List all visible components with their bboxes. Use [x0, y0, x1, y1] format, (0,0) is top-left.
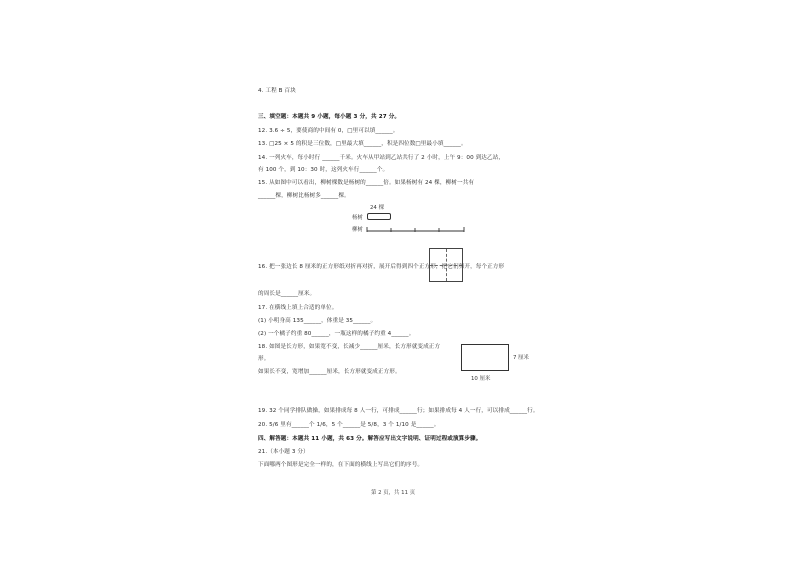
question-17-1: (1) 小明身高 135______，体重是 35______。 [258, 318, 377, 324]
question-21-body: 下面哪两个图形是完全一样的，在下面的横线上写出它们的序号。 [258, 462, 424, 468]
section3-title: 三、填空题：本题共 9 小题，每小题 3 分，共 27 分。 [258, 114, 401, 120]
question-21: 21.（本小题 3 分） [258, 449, 309, 455]
fig15-liushu-bar [366, 224, 466, 234]
fig15-yangshu-bar [367, 213, 391, 220]
question-18-line3: 如果长不变，宽增加______厘米，长方形就变成正方形。 [258, 369, 401, 375]
fig15-row2-label: 柳树 [352, 227, 363, 233]
section4-title: 四、解答题：本题共 11 小题，共 63 分。解答应写出文字说明、证明过程或演算步骤。 [258, 436, 482, 442]
page-footer: 第 2 页，共 11 页 [371, 490, 416, 496]
fig15-row1-label: 杨树 [352, 215, 363, 221]
question-14-line1: 14. 一列火车，每小时行 ______千米。火车从甲站到乙站共行了 2 小时，上午 9：00 到达乙站， [258, 155, 505, 161]
question-15-line1: 15. 从如图中可以看出，柳树棵数是杨树的______倍。如果杨树有 24 棵，柳树一共有 [258, 180, 475, 186]
question-18-line1: 18. 如图是长方形，如果宽不变，长减少______厘米，长方形就变成正方 [258, 344, 441, 350]
question-17-2: (2) 一个橘子约重 80______，一瓶这样的橘子约重 4______。 [258, 331, 415, 337]
question-19: 19. 32 个同学排队做操，如果排成每 8 人一行，可排成______行；如果排成每 4 人一行，可以排成______行。 [258, 408, 539, 414]
question-15-line2: ______棵，柳树比杨树多______棵。 [258, 193, 350, 199]
question-14-line2: 有 100 个，到 10：30 时，这列火车行______个。 [258, 167, 389, 173]
question-20: 20. 5/6 里有______个 1/6，5 个______是 5/8，3 个 1/10 是______。 [258, 422, 440, 428]
fig16-fold-horizontal [430, 265, 462, 266]
question-18-line2: 形。 [258, 356, 270, 362]
question-12: 12. 3.6 ÷ 5，要使商的中间有 0，□里可以填______。 [258, 128, 399, 134]
question-16-line1: 16. 把一张边长 8 厘米的正方形纸对折再对折，展开后得到四个正方形，把它们剪开，每个正方形 [258, 264, 505, 270]
fig15-top-label: 24 棵 [370, 205, 384, 211]
question-17: 17. 在横线上填上合适的单位。 [258, 305, 338, 311]
top-line: 4. 工程 B 百块 [258, 88, 296, 94]
fig18-rectangle [461, 344, 509, 371]
fig18-height-label: 7 厘米 [513, 355, 529, 361]
question-16-line2: 的周长是______厘米。 [258, 291, 316, 297]
question-13: 13. □25 × 5 的积是三位数，□里最大填______，积是四位数□里最小填______。 [258, 141, 467, 147]
fig18-width-label: 10 厘米 [471, 376, 491, 382]
